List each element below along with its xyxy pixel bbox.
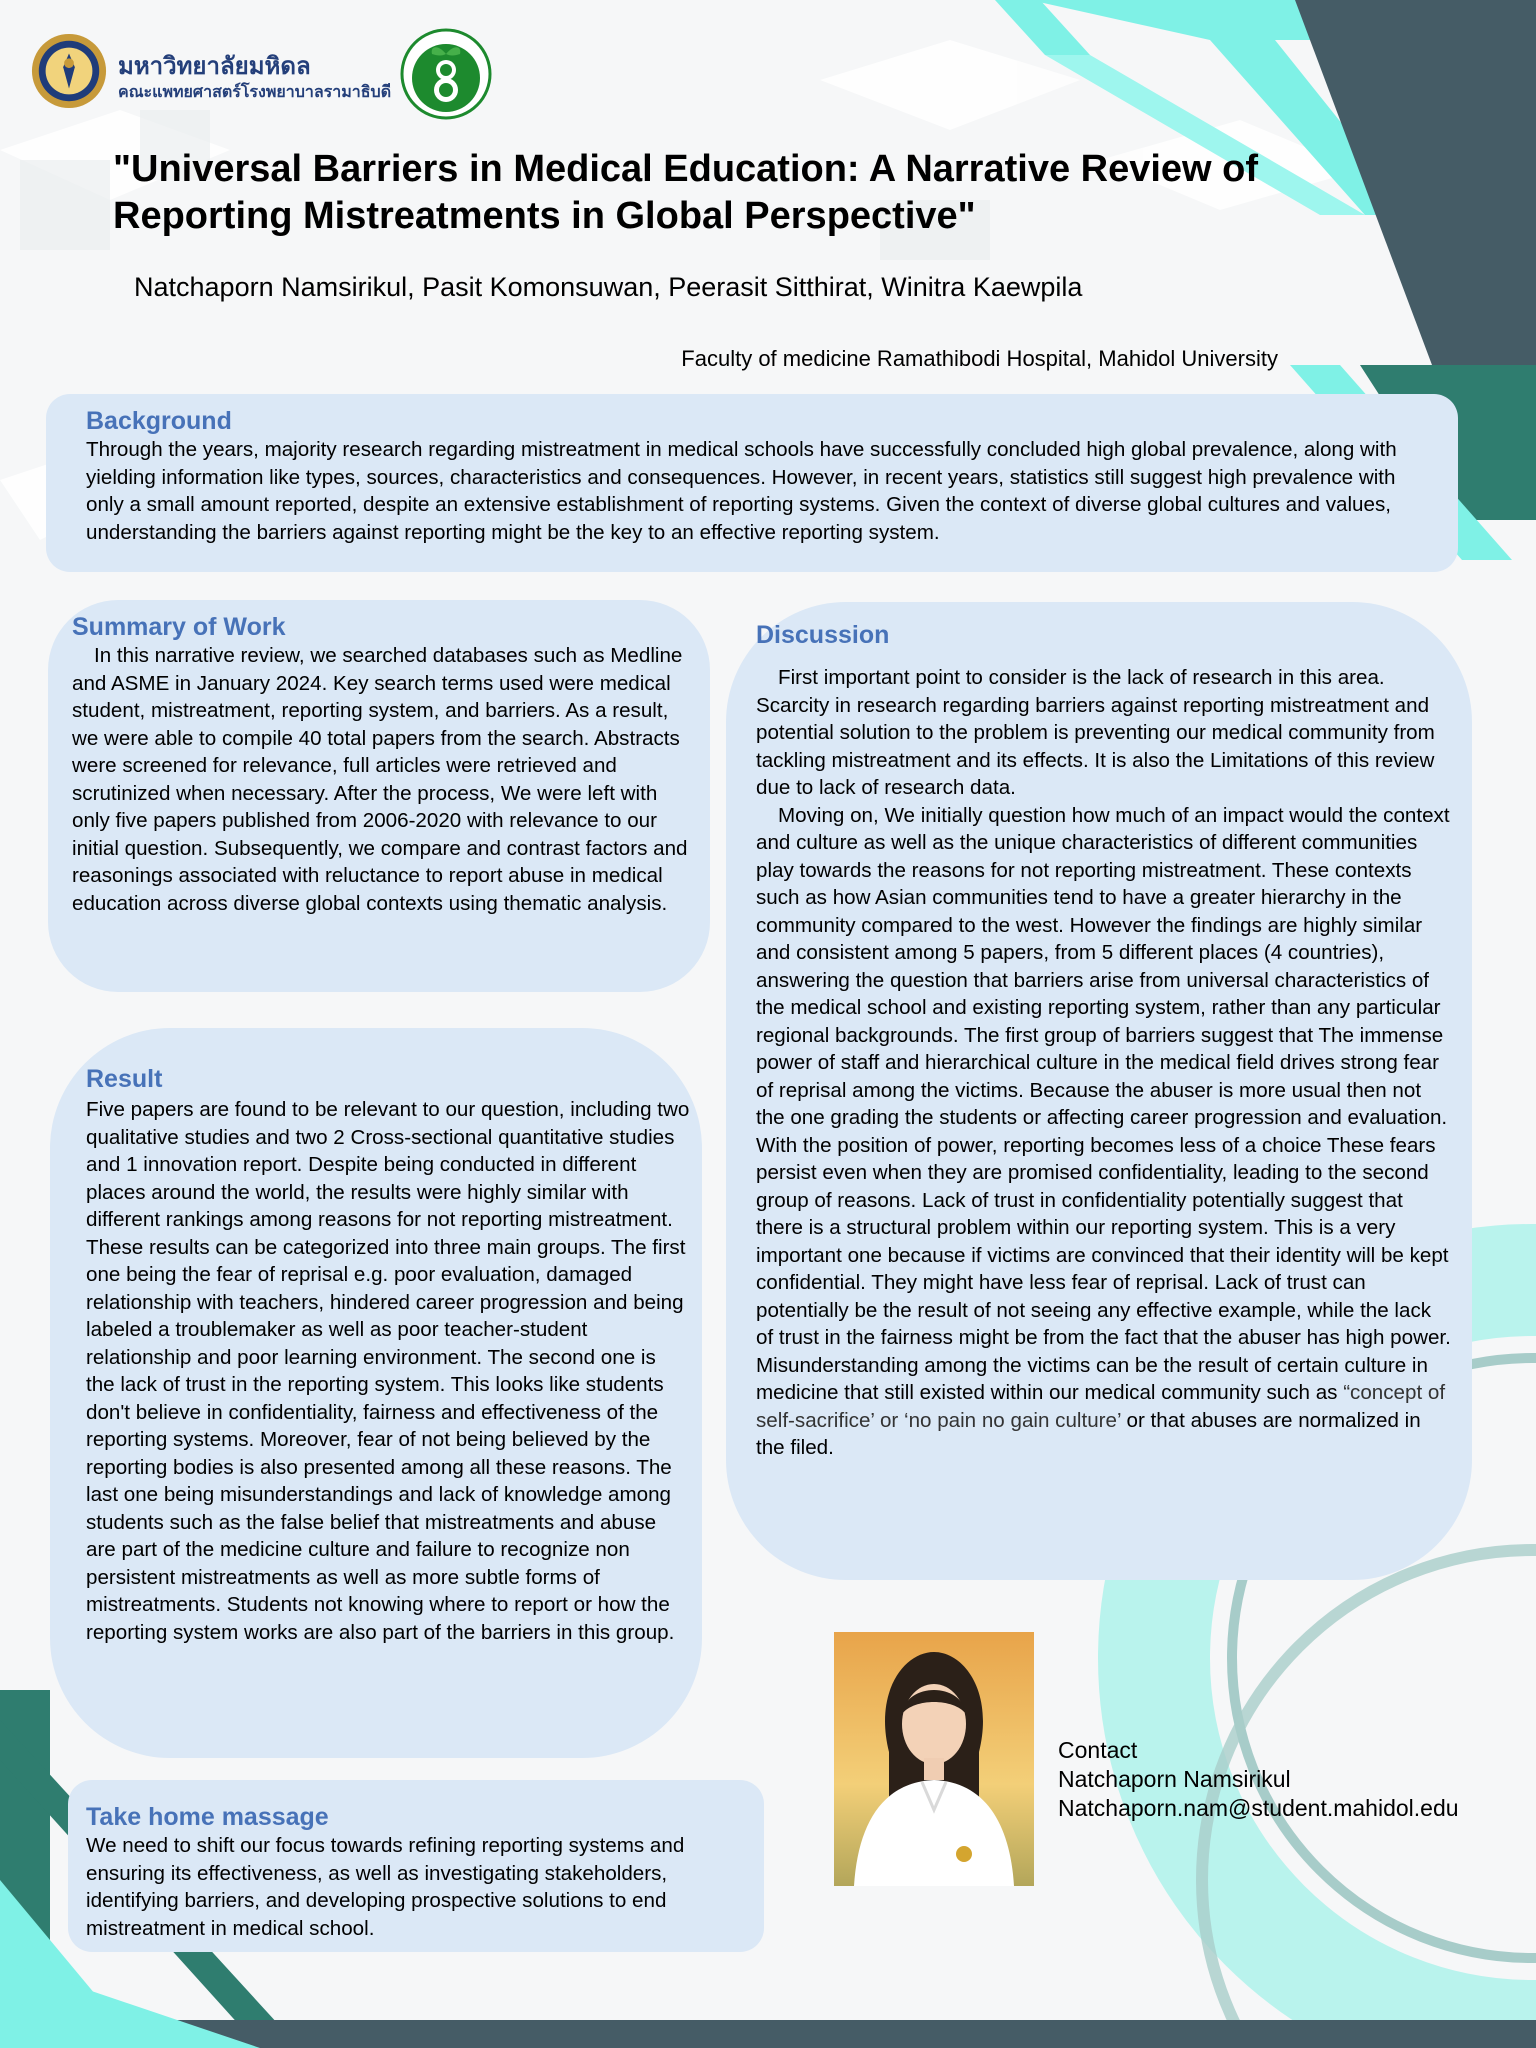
discussion-paragraph-2-end: or that abuses are normalized in the filed. xyxy=(756,1408,1421,1459)
result-text: Five papers are found to be relevant to our question, including two qualitative studies and two 2 Cross-sectional quantitative studies and 1 innovation report. Despite being conducted in different places around the world, the results were highly similar with different rankings among reasons for not reporting mistreatment. These results can be categorized into three main groups. The first one being the fear of reprisal e.g. poor evaluation, damaged relationship with teachers, hindered career progression and being labeled a troublemaker as well as poor teacher-student relationship and poor learning environment. The second one is the lack of trust in the reporting system. This looks like students don't believe in confidentiality, fairness and effectiveness of the reporting systems. Moreover, fear of not being believed by the reporting bodies is also presented among all these reasons. The last one being misunderstandings and lack of knowledge among students such as the false belief that mistreatments and abuse are part of the medicine culture and failure to recognize non persistent mistreatments as well as more subtle forms of mistreatments. Students not knowing where to report or how the reporting system works are also part of the barriers in this group. xyxy=(86,1098,690,1644)
background-text: Through the years, majority research regarding mistreatment in medical schools have successfully concluded high global prevalence, along with yielding information like types, sources, characteristics and consequences. However, in recent years, statistics still suggest high prevalence with only a small amount reported, despite an extensive establishment of reporting systems. Given the context of diverse global cultures and values, understanding the barriers against reporting might be the key to an effective reporting system. xyxy=(86,438,1397,544)
discussion-heading: Discussion xyxy=(756,621,890,649)
summary-text: In this narrative review, we searched databases such as Medline and ASME in January 2024. Key search terms used were medical student, mistreatment, reporting system, and barriers. As a result, we were able to compile 40 total papers from the search. Abstracts were screened for relevance, full articles were retrieved and scrutinized when necessary. After the process, We were left with only five papers published from 2006-2020 with relevance to our initial question. Subsequently, we compare and contrast factors and reasonings associated with reluctance to report abuse in medical education across diverse global contexts using thematic analysis. xyxy=(72,644,688,915)
take-home-section xyxy=(68,1780,764,1952)
result-section xyxy=(50,1028,702,1758)
discussion-quote: “concept of self-sacrifice’ or ‘no pain no gain culture’ xyxy=(756,1381,1446,1432)
author-portrait-image xyxy=(834,1632,1034,1886)
take-home-text: We need to shift our focus towards refining reporting systems and ensuring its effectiveness, as well as investigating stakeholders, identifying barriers, and developing prospective solutions to end mistreatment in medical school. xyxy=(86,1834,685,1940)
summary-section xyxy=(48,600,710,992)
contact-block xyxy=(1058,1736,1459,1823)
title-line-1: "Universal Barriers in Medical Education: A Narrative Review of xyxy=(113,148,1259,190)
faculty-emblem-icon xyxy=(400,28,492,120)
discussion-section xyxy=(726,602,1472,1580)
university-name: มหาวิทยาลัยมหิดล xyxy=(118,53,311,80)
result-heading: Result xyxy=(86,1065,163,1093)
title-line-2: Reporting Mistreatments in Global Perspective" xyxy=(113,195,976,237)
poster-title xyxy=(113,146,1363,240)
author-list: Natchaporn Namsirikul, Pasit Komonsuwan, Peerasit Sitthirat, Winitra Kaewpila xyxy=(134,272,1083,302)
background-heading: Background xyxy=(86,407,232,435)
header-logos xyxy=(30,28,510,114)
contact-label: Contact xyxy=(1058,1737,1138,1763)
summary-heading: Summary of Work xyxy=(72,613,286,641)
university-seal-icon xyxy=(30,32,108,110)
discussion-paragraph-2-main: Moving on, We initially question how much of an impact would the context and culture as well as the unique characteristics of different communities play towards the reasons for not reporting mistreatment. These contexts such as how Asian communities tend to have a greater hierarchy in the community compared to the west. However the findings are highly similar and consistent among 5 papers, from 5 different places (4 countries), answering the question that barriers arise from universal characteristics of the medical school and existing reporting system, rather than any particular regional backgrounds. The first group of barriers suggest that The immense power of staff and hierarchical culture in the medical field drives strong fear of reprisal among the victims. Because the abuser is more usual then not the one grading the students or affecting career progression and evaluation. With the position of power, reporting becomes less of a choice These fears persist even when they are promised confidentiality, leading to the second group of reasons. Lack of trust in confidentiality potentially suggest that there is a structural problem within our reporting system. This is a very important one because if victims are convinced that their identity will be kept confidential. They might have less fear of reprisal. Lack of trust can potentially be the result of not seeing any effective example, while the lack of trust in the fairness might be from the fact that the abuser has high power. Misunderstanding among the victims can be the result of certain culture in medicine that still existed within our medical community such as xyxy=(756,803,1451,1404)
discussion-paragraph-1: First important point to consider is the lack of research in this area. Scarcity in research regarding barriers against reporting mistreatment and potential solution to the problem is preventing our medical community from tackling mistreatment and its effects. It is also the Limitations of this review due to lack of research data. xyxy=(756,666,1435,799)
background-section xyxy=(46,394,1458,572)
discussion-paragraph-2 xyxy=(756,802,1452,1462)
affiliation: Faculty of medicine Ramathibodi Hospital, Mahidol University xyxy=(681,346,1278,371)
take-home-heading: Take home massage xyxy=(86,1803,329,1831)
contact-email[interactable]: Natchaporn.nam@student.mahidol.edu xyxy=(1058,1795,1459,1821)
faculty-name-thai: คณะแพทยศาสตร์โรงพยาบาลรามาธิบดี xyxy=(118,84,392,101)
contact-name: Natchaporn Namsirikul xyxy=(1058,1766,1291,1792)
